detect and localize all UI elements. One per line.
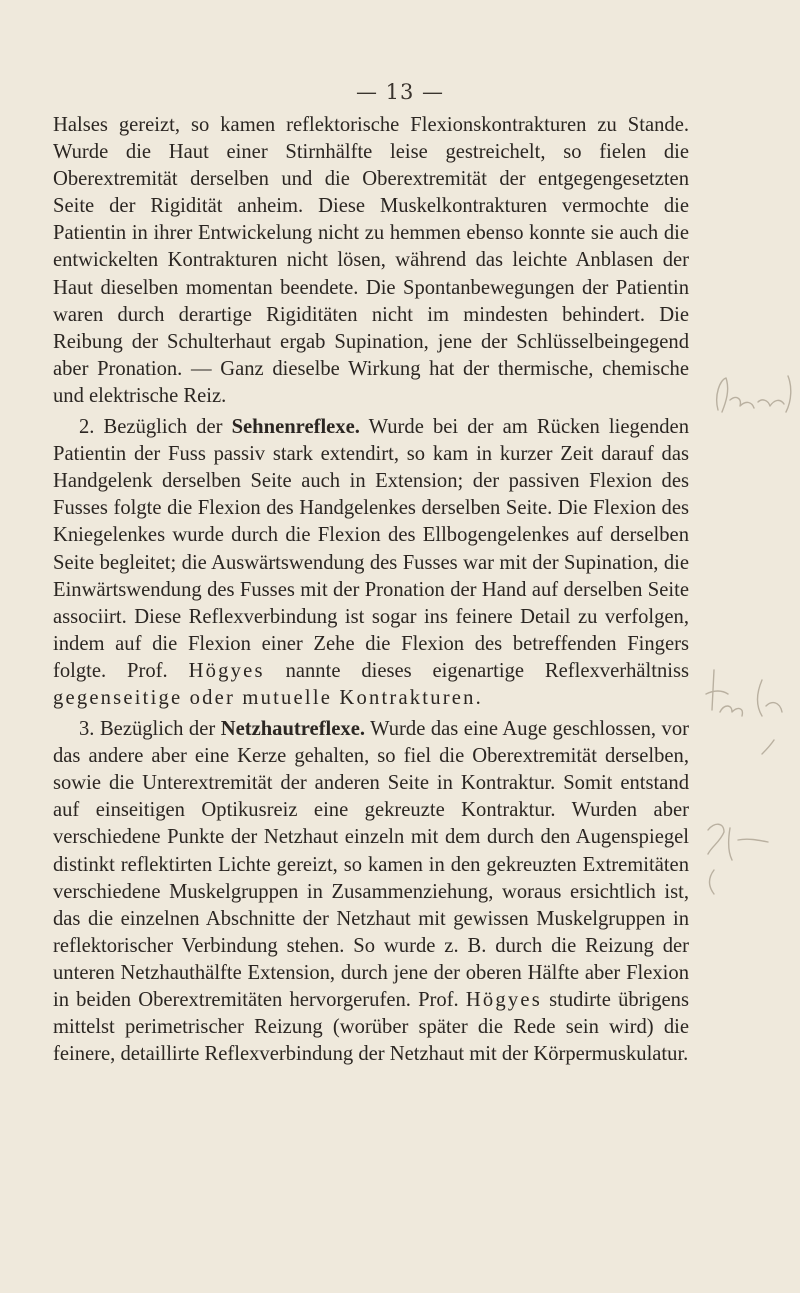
- paragraph-2-text-c: nannte dieses eigenartige Reflexverhältniss: [264, 659, 689, 682]
- paragraph-2: [53, 414, 689, 712]
- section-heading-sehnenreflexe: Sehnenreflexe.: [231, 416, 360, 439]
- paragraph-3-text-c: studirte übrigens mittelst perimetrischer Reizung (worüber später die Rede sein wird) die feinere, detaillirte Reflexverbindung der Netzhaut mit der Körpermuskulatur.: [53, 989, 689, 1066]
- author-name: Högyes: [188, 659, 265, 682]
- handwritten-mark-2: [696, 650, 796, 760]
- paragraph-3: [53, 716, 689, 1068]
- paragraph-2-text-b: Wurde bei der am Rücken liegenden Patientin der Fuss passiv stark extendirt, so kam in kurzer Zeit darauf das Handgelenk derselben Seite auch in Extension; der passiven Flexion des Fusses folgte die Flexion des Handgelenkes derselben Seite. Die Flexion des Kniegelenkes wurde durch die Flexion des Ellbogengelenkes auf derselben Seite begleitet; die Auswärtswendung des Fusses war mit der Supination, die Einwärtswendung des Fusses mit der Pronation der Hand auf derselben Seite associirt. Diese Reflexverbindung ist sogar ins feinere Detail zu verfolgen, indem auf die Flexion einer Zehe die Flexion des betreffenden Fingers folgte. Prof.: [53, 416, 689, 682]
- paragraph-1-text: Halses gereizt, so kamen reflektorische Flexionskontrakturen zu Stande. Wurde die Haut einer Stirnhälfte leise gestreichelt, so fielen die Oberextremität derselben und die Oberextremität der entgegengesetzten Seite der Rigidität anheim. Diese Muskelkontrakturen vermochte die Patientin in ihrer Entwickelung nicht zu hemmen ebenso konnte sie auch die entwickelten Kontrakturen nicht lösen, während das leichte Anblasen der Haut dieselben momentan beendete. Die Spontanbewegungen der Patientin waren durch derartige Rigiditäten nicht im mindesten behindert. Die Reibung der Schulterhaut ergab Supination, jene der Schlüsselbeingegend aber Pronation. — Ganz dieselbe Wirkung hat der thermische, chemische und elektrische Reiz.: [53, 114, 689, 407]
- page-number: — 13 —: [355, 80, 445, 104]
- emphasized-term: gegenseitige oder mutuelle Kontrakturen.: [53, 686, 483, 709]
- margin-annotations: [690, 0, 800, 1293]
- handwritten-mark-3: [694, 800, 794, 900]
- paragraph-3-text-b: Wurde das eine Auge geschlossen, vor das andere aber eine Kerze gehalten, so fiel die Oberextremität derselben, sowie die Unterextremität der anderen Seite in Kontraktur. Somit entstand auf einseitigen Optikusreiz eine gekreuzte Kontraktur. Wurden aber verschiedene Punkte der Netzhaut einzeln mit dem durch den Augenspiegel distinkt reflektirten Lichte gereizt, so kamen in den gekreuzten Extremitäten verschiedene Muskelgruppen in Zusammenziehung, woraus ersichtlich ist, das die einzelnen Abschnitte der Netzhaut mit gewissen Muskelgruppen in reflektorischer Verbindung stehen. So wurde z. B. durch die Reizung der unteren Netzhauthälfte Extension, durch jene der oberen Hälfte aber Flexion in beiden Oberextremitäten hervorgerufen. Prof.: [53, 718, 689, 1011]
- paragraph-3-text-a: 3. Bezüglich der: [79, 718, 221, 741]
- paragraph-1: [53, 112, 689, 410]
- paragraph-2-text-a: 2. Bezüglich der: [79, 416, 232, 439]
- author-name: Högyes: [465, 989, 542, 1011]
- body-text: [53, 112, 689, 1068]
- section-heading-netzhautreflexe: Netzhautreflexe.: [220, 718, 366, 741]
- handwritten-mark-1: [696, 340, 796, 430]
